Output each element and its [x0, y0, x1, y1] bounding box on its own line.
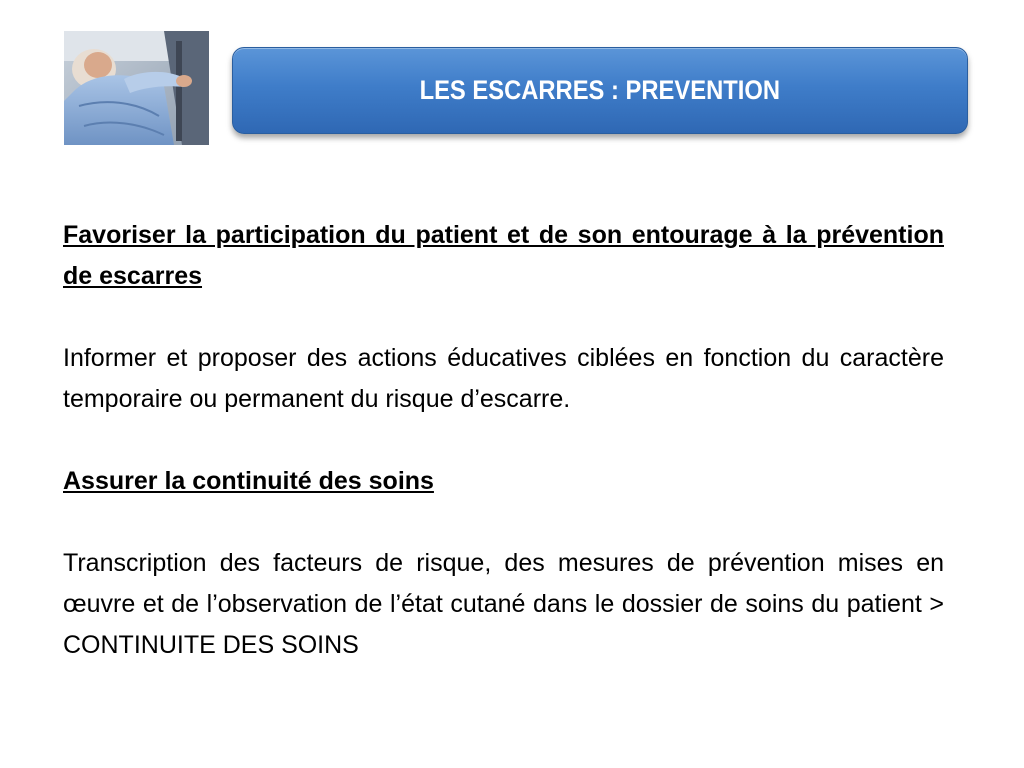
- section-heading-participation: Favoriser la participation du patient et de son entourage à la prévention de escarres: [63, 221, 944, 290]
- section-body-participation: Informer et proposer des actions éducatives ciblées en fonction du caractère temporaire ou permanent du risque d’escarre.: [63, 344, 944, 413]
- slide-title: LES ESCARRES : PREVENTION: [419, 75, 781, 105]
- patient-in-bed-icon: [64, 31, 209, 145]
- patient-bed-photo: [64, 31, 209, 145]
- title-banner: [232, 47, 968, 134]
- slide-content: [63, 215, 944, 707]
- section-heading-continuity: Assurer la continuité des soins: [63, 467, 434, 495]
- section-body-continuity: Transcription des facteurs de risque, des mesures de prévention mises en œuvre et de l’observation de l’état cutané dans le dossier de soins du patient > CONTINUITE DES SOINS: [63, 549, 944, 659]
